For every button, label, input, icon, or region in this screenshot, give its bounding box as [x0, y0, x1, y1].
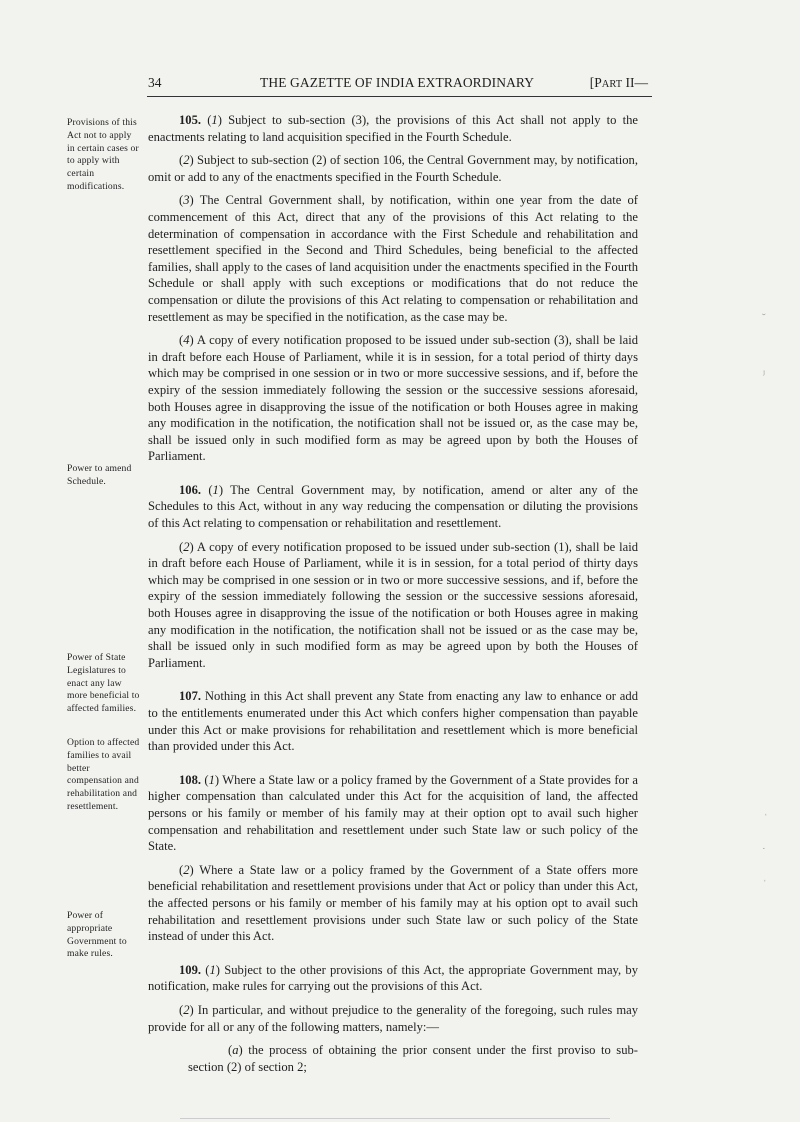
scan-speck: ˘	[762, 312, 766, 324]
section-105-2: (2) Subject to sub-section (2) of section 106, the Central Government may, by notification, omit or add to any of the enactments specified in the Fourth Schedule.	[148, 153, 638, 184]
section-number: 106.	[179, 482, 202, 497]
section-number: 105.	[179, 113, 202, 127]
section-number: 107.	[179, 689, 202, 704]
header-rule	[147, 96, 652, 97]
running-header	[148, 75, 648, 93]
section-number: 108.	[179, 772, 202, 787]
section-106-2: (2) A copy of every notification proposed to be issued under sub-section (1), shall be laid in draft before each House of Parliament, while it is in session, for a total period of thirty days which may be comprised in one session or in two or more successive sessions, and if, before the expiry of the session immediately following the session or the successive sessions aforesaid, both Houses agree in disapproving the issue of the notification or both Houses agree in making any modification in the notification, the notification shall not be issued or as the case may be, shall be issued only in such modified form as may be agreed upon by both the Houses of Parliament.	[148, 539, 638, 670]
section-105-3: (3) The Central Government shall, by notification, within one year from the date of commencement of this Act, direct that any of the provisions of this Act relating to the determination of compensation in accordance with the First Schedule and rehabilitation and resettlement specified in the Second and Third Schedules, being beneficial to the affected families, shall apply to the cases of land acquisition under the enactments specified in the Fourth Schedule or shall apply with such exceptions or modifications that do not reduce the compensation or dilute the provisions of this Act relating to compensation or rehabilitation and resettlement as may be specified in the notification, as the case may be.	[148, 193, 638, 324]
page-number: 34	[148, 75, 162, 90]
margin-note-105: Provisions of this Act not to apply in certain cases or to apply with certain modifications.	[67, 117, 139, 192]
clause-a: (a) the process of obtaining the prior consent under the first proviso to sub-section (2) of section 2;	[188, 1043, 638, 1074]
scan-speck: ʲ	[763, 368, 765, 380]
margin-note-109: Power of appropriate Government to make rules.	[67, 910, 127, 960]
margin-note-108: Option to affected families to avail better compensation and rehabilitation and resettlement.	[67, 737, 140, 812]
scan-speck: ˙	[762, 846, 766, 858]
section-108-1: 108. (1) Where a State law or a policy framed by the Government of a State provides for a higher compensation than calculated under this Act for the acquisition of land, the affected persons or his family or member of his family may at their option opt to avail such higher compensation and rehabilitation and resettlement under such State law or such policy of the State.	[148, 772, 638, 854]
section-107: 107. Nothing in this Act shall prevent any State from enacting any law to enhance or add to the entitlements enumerated under this Act which confers higher compensation than payable under this Act or make provisions for rehabilitation and resettlement which is more beneficial than provided under this Act.	[148, 689, 638, 754]
margin-note-107: Power of State Legislatures to enact any law more beneficial to affected families.	[67, 652, 140, 715]
section-105-4: (4) A copy of every notification proposed to be issued under sub-section (3), shall be laid in draft before each House of Parliament, while it is in session, for a total period of thirty days which may be comprised in one session or in two or more successive sessions, and if, before the expiry of the session immediately following the session or the successive sessions aforesaid, both Houses agree in disapproving the issue of the notification or both Houses agree in making any modification in the notification, the notification shall not be issued or, as the case may be, shall be issued only in such modified form as may be agreed upon by both the Houses of Parliament.	[148, 333, 638, 464]
section-108-2: (2) Where a State law or a policy framed by the Government of a State offers more beneficial rehabilitation and resettlement provisions under that Act or policy than under this Act, the affected persons or his family or member of his family may at his option opt to avail such rehabilitation and resettlement provisions under such State law or such policy of the State instead of under this Act.	[148, 862, 638, 944]
section-106-1: 106. (1) The Central Government may, by notification, amend or alter any of the Schedules to this Act, without in any way reducing the compensation or diluting the provisions of this Act relating to compensation or rehabilitation and resettlement.	[148, 482, 639, 531]
margin-note-106: Power to amend Schedule.	[67, 463, 132, 487]
section-number: 109.	[179, 962, 202, 977]
part-label: [PART II—	[589, 75, 648, 90]
gazette-title: THE GAZETTE OF INDIA EXTRAORDINARY	[260, 75, 535, 90]
section-105-1: 105. (1) Subject to sub-section (3), the provisions of this Act shall not apply to the enactments relating to land acquisition specified in the Fourth Schedule.	[148, 113, 638, 144]
page-edge-line	[180, 1118, 610, 1119]
scan-speck: ˌ	[763, 870, 767, 882]
scan-speck: ˈ	[764, 812, 768, 824]
section-109-1: 109. (1) Subject to the other provisions of this Act, the appropriate Government may, by notification, make rules for carrying out the provisions of this Act.	[148, 962, 639, 994]
section-109-2: (2) In particular, and without prejudice to the generality of the foregoing, such rules may provide for all or any of the following matters, namely:—	[148, 1002, 639, 1034]
body-text	[148, 112, 638, 1075]
